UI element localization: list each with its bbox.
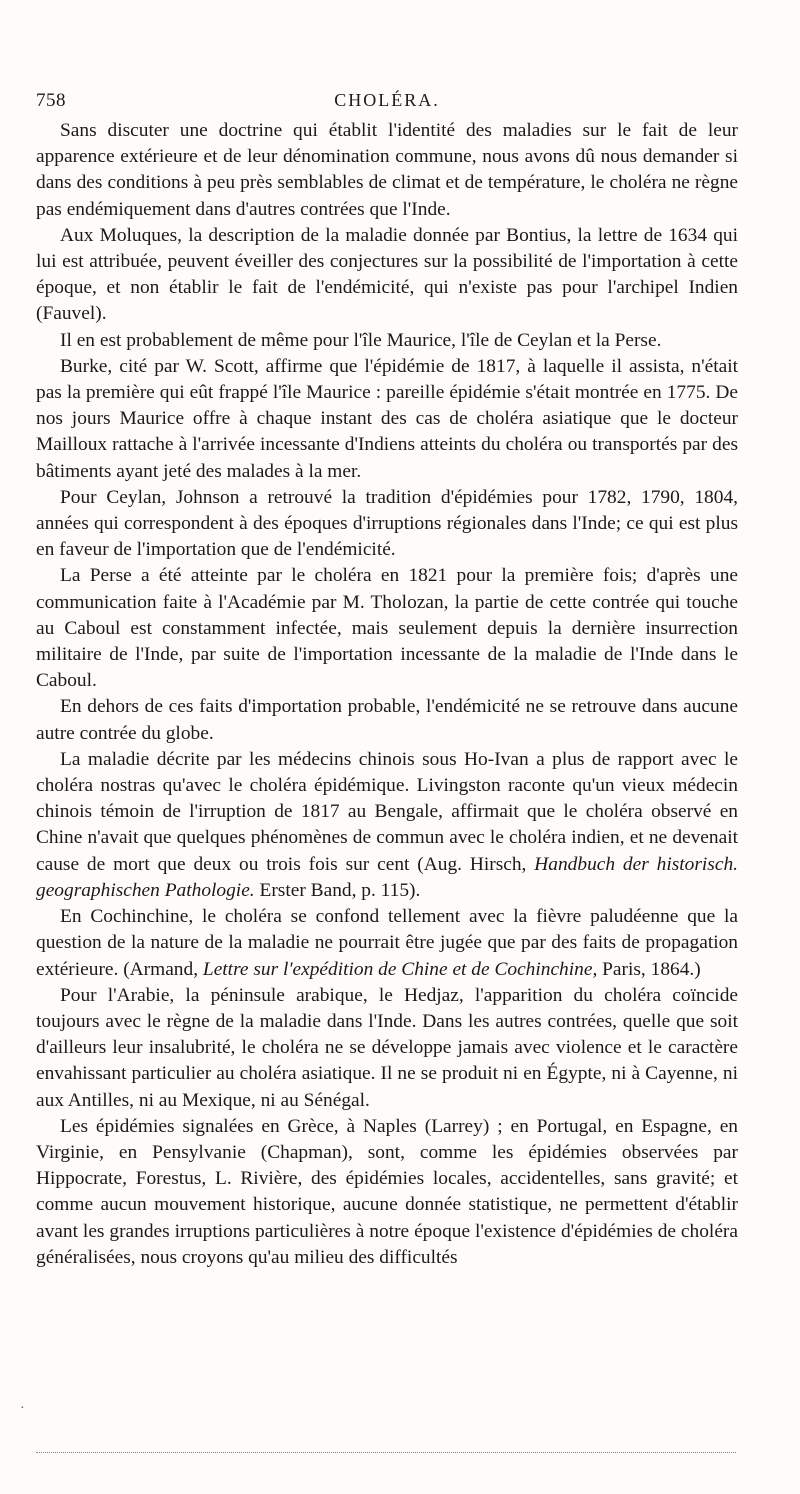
running-head [36, 84, 738, 118]
paragraph-7: En dehors de ces faits d'importation probable, l'endémicité ne se retrouve dans aucune autre contrée du globe. [36, 696, 738, 744]
paragraph-8 [36, 747, 738, 904]
paragraph-9 [36, 904, 738, 983]
citation-title: Handbuch der historisch. geographischen Pathologie. [36, 853, 738, 901]
paragraph-3: Il en est probablement de même pour l'île Maurice, l'île de Ceylan et la Perse. [60, 329, 662, 351]
bottom-dotted-rule [36, 1452, 736, 1453]
ink-speck: · [20, 1401, 25, 1416]
body-text [36, 118, 738, 1271]
paragraph-5: Pour Ceylan, Johnson a retrouvé la tradition d'épidémies pour 1782, 1790, 1804, années qui correspondent à des époques d'irruptions régionales dans l'Inde; ce qui est plus en faveur de l'importation que de l'endémicité. [36, 486, 738, 561]
paragraph-4: Burke, cité par W. Scott, affirme que l'épidémie de 1817, à laquelle il assista, n'était pas la première qui eût frappé l'île Maurice : pareille épidémie s'était montrée en 1775. De nos jours Maurice offre à chaque instant des cas de choléra asiatique que le docteur Mailloux rattache à l'arrivée incessante d'Indiens atteints du choléra ou transportés par des bâtiments ayant jeté des malades à la mer. [36, 355, 738, 482]
paragraph-9-tail: Paris, 1864.) [597, 958, 701, 980]
running-title: CHOLÉRA. [334, 90, 440, 110]
paragraph-1: Sans discuter une doctrine qui établit l'identité des maladies sur le fait de leur apparence extérieure et de leur dénomination commune, nous avons dû nous demander si dans des conditions à peu près semblables de climat et de température, le choléra ne règne pas endémiquement dans d'autres contrées que l'Inde. [36, 120, 738, 220]
paragraph-6: La Perse a été atteinte par le choléra en 1821 pour la première fois; d'après une communication faite à l'Académie par M. Tholozan, la partie de cette contrée qui touche au Caboul est constamment infectée, mais seulement depuis la dernière insurrection militaire de l'Inde, par suite de l'importation incessante de la maladie de l'Inde dans le Caboul. [36, 565, 738, 692]
paragraph-2: Aux Moluques, la description de la maladie donnée par Bontius, la lettre de 1634 qui lui est attribuée, peuvent éveiller des conjectures sur la possibilité de l'importation à cette époque, et non établir le fait de l'endémicité, qui n'existe pas pour l'archipel Indien (Fauvel). [36, 224, 738, 325]
paragraph-8-text: La maladie décrite par les médecins chinois sous Ho-Ivan a plus de rapport avec le choléra nostras qu'avec le choléra épidémique. Livingston raconte qu'un vieux médecin chinois témoin de l'irruption de 1817 au Bengale, affirmait que le choléra observé en Chine n'avait que quelques phénomènes de commun avec le choléra indien, et ne devenait cause de mort que deux ou trois fois sur cent (Aug. Hirsch, [36, 748, 738, 875]
paragraph-8-tail: Erster Band, p. 115). [254, 879, 421, 901]
paragraph-9-text: En Cochinchine, le choléra se confond tellement avec la fièvre paludéenne que la question de la nature de la maladie ne pourrait être jugée que par des faits de propagation extérieure. (Armand, [36, 906, 738, 980]
paragraph-11: Les épidémies signalées en Grèce, à Naples (Larrey) ; en Portugal, en Espagne, en Virginie, en Pensylvanie (Chapman), sont, comme les épidémies observées par Hippocrate, Forestus, L. Rivière, des épidémies locales, accidentelles, sans gravité; et comme aucun mouvement historique, aucune donnée statistique, ne permettent d'établir avant les grandes irruptions particulières à notre époque l'existence d'épidémies de choléra généralisées, nous croyons qu'au milieu des difficultés [36, 1115, 738, 1268]
citation-title: Lettre sur l'expédition de Chine et de Cochinchine, [202, 958, 598, 980]
paragraph-10: Pour l'Arabie, la péninsule arabique, le Hedjaz, l'apparition du choléra coïncide toujours avec le règne de la maladie dans l'Inde. Dans les autres contrées, quelle que soit d'ailleurs leur insalubrité, le choléra ne se développe jamais avec violence et le caractère envahissant particulier au choléra asiatique. Il ne se produit ni en Égypte, ni à Cayenne, ni aux Antilles, ni au Mexique, ni au Sénégal. [36, 984, 738, 1111]
page-number: 758 [36, 90, 66, 111]
page [36, 84, 738, 1271]
